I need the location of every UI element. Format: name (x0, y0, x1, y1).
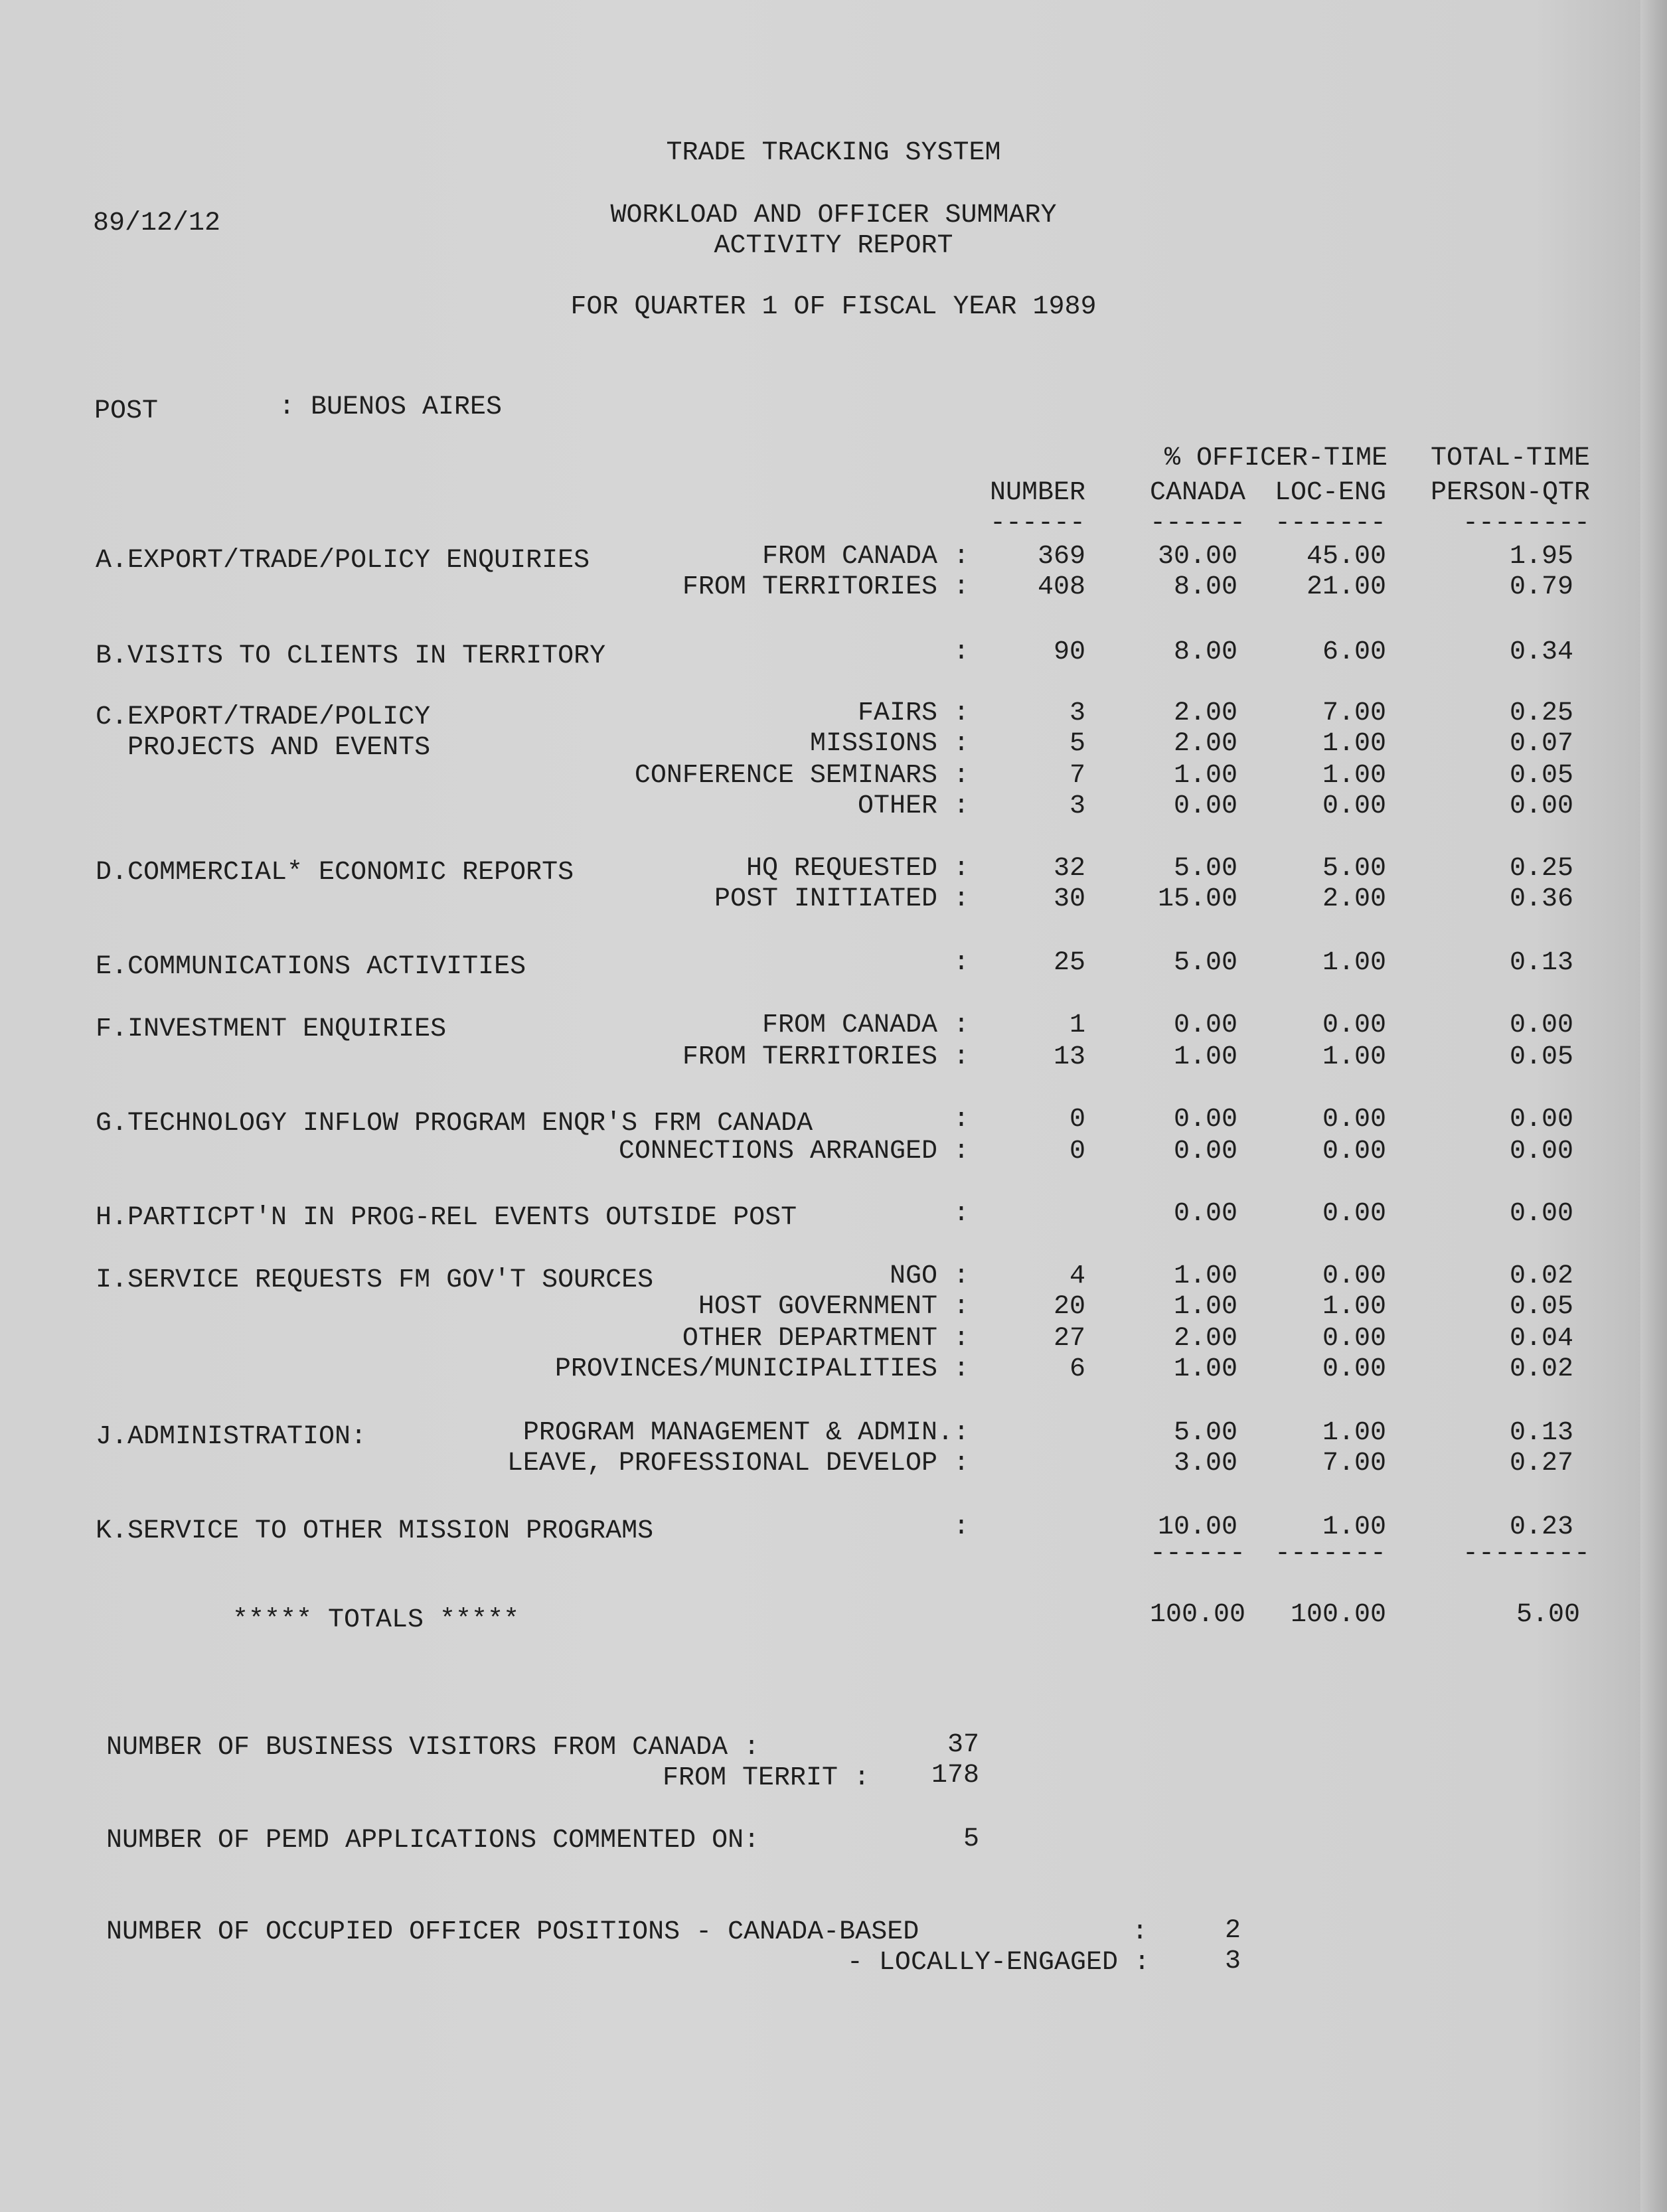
row-subcategory: MISSIONS : (809, 729, 969, 759)
row-subcategory: FROM CANADA : (761, 1010, 969, 1040)
row-number: 30 (1053, 884, 1085, 914)
post-label: POST (94, 396, 159, 426)
row-person-qtr: 0.25 (1509, 698, 1573, 728)
report-date: 89/12/12 (93, 208, 221, 238)
row-loc-eng-pct: 5.00 (1322, 854, 1386, 884)
row-subcategory: FROM TERRITORIES : (682, 1042, 969, 1072)
row-canada-pct: 0.00 (1173, 791, 1237, 821)
report-subtitle: ACTIVITY REPORT (714, 231, 953, 261)
row-category: B.VISITS TO CLIENTS IN TERRITORY (96, 641, 606, 671)
number-header: NUMBER (989, 478, 1085, 508)
row-subcategory: PROGRAM MANAGEMENT & ADMIN.: (522, 1418, 969, 1448)
row-category: D.COMMERCIAL* ECONOMIC REPORTS (96, 858, 574, 888)
row-subcategory: : (953, 637, 969, 667)
row-category: A.EXPORT/TRADE/POLICY ENQUIRIES (96, 546, 590, 576)
row-person-qtr: 0.23 (1509, 1512, 1573, 1542)
row-canada-pct: 0.00 (1173, 1105, 1237, 1135)
row-person-qtr: 0.02 (1509, 1354, 1573, 1384)
row-number: 3 (1069, 791, 1085, 821)
row-subcategory: OTHER DEPARTMENT : (682, 1324, 969, 1354)
row-category: H.PARTICPT'N IN PROG-REL EVENTS OUTSIDE POST (96, 1203, 797, 1233)
visitors-label: NUMBER OF BUSINESS VISITORS FROM CANADA : (106, 1733, 760, 1763)
row-person-qtr: 0.27 (1509, 1449, 1573, 1478)
row-loc-eng-pct: 7.00 (1322, 698, 1386, 728)
row-canada-pct: 2.00 (1173, 1324, 1237, 1354)
row-person-qtr: 0.05 (1509, 761, 1573, 791)
row-loc-eng-pct: 1.00 (1322, 948, 1386, 978)
row-loc-eng-pct: 0.00 (1322, 1137, 1386, 1166)
visitors-canada-value: 37 (947, 1730, 979, 1760)
row-number: 7 (1069, 761, 1085, 791)
row-loc-eng-pct: 2.00 (1322, 884, 1386, 914)
system-title: TRADE TRACKING SYSTEM (666, 138, 1001, 168)
pemd-value: 5 (963, 1824, 979, 1854)
row-loc-eng-pct: 0.00 (1322, 1199, 1386, 1229)
row-canada-pct: 2.00 (1173, 729, 1237, 759)
row-category: E.COMMUNICATIONS ACTIVITIES (96, 952, 526, 982)
row-person-qtr: 0.13 (1509, 948, 1573, 978)
row-category: I.SERVICE REQUESTS FM GOV'T SOURCES (96, 1265, 654, 1295)
visitors-territ-value: 178 (931, 1761, 979, 1790)
row-subcategory: CONFERENCE SEMINARS : (634, 761, 969, 791)
row-person-qtr: 0.07 (1509, 729, 1573, 759)
row-person-qtr: 0.02 (1509, 1261, 1573, 1291)
row-loc-eng-pct: 0.00 (1322, 1261, 1386, 1291)
row-number: 90 (1053, 637, 1085, 667)
row-canada-pct: 5.00 (1173, 948, 1237, 978)
row-loc-eng-pct: 0.00 (1322, 1354, 1386, 1384)
loc-eng-header: LOC-ENG (1274, 478, 1386, 508)
row-canada-pct: 1.00 (1173, 1292, 1237, 1322)
row-subcategory: HOST GOVERNMENT : (698, 1292, 969, 1322)
row-category: G.TECHNOLOGY INFLOW PROGRAM ENQR'S FRM CANADA (96, 1109, 813, 1139)
post-value: : BUENOS AIRES (279, 392, 503, 422)
row-loc-eng-pct: 1.00 (1322, 1418, 1386, 1448)
row-loc-eng-pct: 0.00 (1322, 1324, 1386, 1354)
row-category: F.INVESTMENT ENQUIRIES (96, 1014, 447, 1044)
row-loc-eng-pct: 1.00 (1322, 729, 1386, 759)
row-person-qtr: 0.13 (1509, 1418, 1573, 1448)
row-canada-pct: 5.00 (1173, 1418, 1237, 1448)
row-canada-pct: 0.00 (1173, 1010, 1237, 1040)
row-person-qtr: 0.36 (1509, 884, 1573, 914)
row-category: PROJECTS AND EVENTS (96, 733, 431, 763)
row-category: K.SERVICE TO OTHER MISSION PROGRAMS (96, 1516, 654, 1546)
row-number: 13 (1053, 1042, 1085, 1072)
row-canada-pct: 1.00 (1173, 761, 1237, 791)
row-loc-eng-pct: 6.00 (1322, 637, 1386, 667)
row-subcategory: FROM TERRITORIES : (682, 572, 969, 602)
person-qtr-underline: -------- (1462, 509, 1590, 538)
row-category: C.EXPORT/TRADE/POLICY (96, 702, 431, 732)
totals-person-qtr: 5.00 (1516, 1600, 1580, 1630)
report-title: WORKLOAD AND OFFICER SUMMARY (610, 200, 1057, 230)
row-loc-eng-pct: 45.00 (1306, 542, 1386, 572)
row-loc-eng-pct: 1.00 (1322, 761, 1386, 791)
row-number: 0 (1069, 1137, 1085, 1166)
row-loc-eng-pct: 0.00 (1322, 791, 1386, 821)
row-loc-eng-pct: 21.00 (1306, 572, 1386, 602)
canada-underline: ------ (1149, 509, 1245, 538)
row-number: 369 (1037, 542, 1085, 572)
positions-local-value: 3 (1225, 1946, 1241, 1976)
row-subcategory: : (953, 1512, 969, 1542)
visitors-territ-label: FROM TERRIT : (662, 1763, 870, 1793)
loc-eng-underline: ------- (1274, 509, 1386, 538)
row-person-qtr: 0.00 (1509, 791, 1573, 821)
row-subcategory: : (953, 948, 969, 978)
row-subcategory: PROVINCES/MUNICIPALITIES : (554, 1354, 969, 1384)
row-loc-eng-pct: 7.00 (1322, 1449, 1386, 1478)
row-number: 20 (1053, 1292, 1085, 1322)
row-person-qtr: 0.05 (1509, 1292, 1573, 1322)
row-number: 0 (1069, 1105, 1085, 1135)
totals-rule-loceng: ------- (1274, 1539, 1386, 1569)
row-person-qtr: 0.00 (1509, 1199, 1573, 1229)
positions-colon: : (1132, 1917, 1149, 1947)
totals-rule-canada: ------ (1149, 1539, 1245, 1569)
row-number: 5 (1069, 729, 1085, 759)
row-number: 3 (1069, 698, 1085, 728)
row-person-qtr: 0.79 (1509, 572, 1573, 602)
canada-header: CANADA (1149, 478, 1245, 508)
row-canada-pct: 8.00 (1173, 572, 1237, 602)
person-qtr-header: PERSON-QTR (1430, 478, 1590, 508)
row-number: 25 (1053, 948, 1085, 978)
row-category: J.ADMINISTRATION: (96, 1422, 367, 1452)
row-subcategory: NGO : (889, 1261, 969, 1291)
row-subcategory: : (953, 1105, 969, 1135)
row-canada-pct: 8.00 (1173, 637, 1237, 667)
row-subcategory: HQ REQUESTED : (746, 854, 969, 884)
row-subcategory: FAIRS : (857, 698, 969, 728)
row-person-qtr: 0.00 (1509, 1105, 1573, 1135)
row-person-qtr: 1.95 (1509, 542, 1573, 572)
row-loc-eng-pct: 1.00 (1322, 1042, 1386, 1072)
row-subcategory: : (953, 1199, 969, 1229)
officer-time-header: % OFFICER-TIME (1164, 443, 1388, 473)
row-canada-pct: 5.00 (1173, 854, 1237, 884)
row-canada-pct: 1.00 (1173, 1354, 1237, 1384)
row-number: 27 (1053, 1324, 1085, 1354)
row-number: 4 (1069, 1261, 1085, 1291)
row-person-qtr: 0.34 (1509, 637, 1573, 667)
totals-rule-personqtr: -------- (1462, 1539, 1590, 1569)
page-edge-shadow (1640, 0, 1667, 2212)
row-subcategory: LEAVE, PROFESSIONAL DEVELOP : (507, 1449, 969, 1478)
row-canada-pct: 1.00 (1173, 1261, 1237, 1291)
totals-canada: 100.00 (1149, 1600, 1245, 1630)
row-person-qtr: 0.05 (1509, 1042, 1573, 1072)
row-subcategory: FROM CANADA : (761, 542, 969, 572)
row-loc-eng-pct: 1.00 (1322, 1512, 1386, 1542)
row-canada-pct: 2.00 (1173, 698, 1237, 728)
totals-loc-eng: 100.00 (1290, 1600, 1386, 1630)
row-number: 6 (1069, 1354, 1085, 1384)
row-loc-eng-pct: 0.00 (1322, 1010, 1386, 1040)
positions-label: NUMBER OF OCCUPIED OFFICER POSITIONS - CANADA-BASED (106, 1917, 919, 1947)
row-person-qtr: 0.00 (1509, 1137, 1573, 1166)
row-number: 408 (1037, 572, 1085, 602)
row-number: 1 (1069, 1010, 1085, 1040)
report-period: FOR QUARTER 1 OF FISCAL YEAR 1989 (570, 292, 1097, 322)
positions-local-label: - LOCALLY-ENGAGED : (846, 1948, 1150, 1978)
row-subcategory: CONNECTIONS ARRANGED : (618, 1137, 969, 1166)
row-person-qtr: 0.25 (1509, 854, 1573, 884)
row-subcategory: OTHER : (857, 791, 969, 821)
number-underline: ------ (989, 509, 1085, 538)
row-canada-pct: 10.00 (1157, 1512, 1237, 1542)
row-number: 32 (1053, 854, 1085, 884)
row-canada-pct: 0.00 (1173, 1137, 1237, 1166)
row-canada-pct: 3.00 (1173, 1449, 1237, 1478)
positions-canada-value: 2 (1225, 1916, 1241, 1946)
total-time-header: TOTAL-TIME (1430, 443, 1590, 473)
pemd-label: NUMBER OF PEMD APPLICATIONS COMMENTED ON: (106, 1826, 760, 1856)
row-canada-pct: 15.00 (1157, 884, 1237, 914)
row-canada-pct: 0.00 (1173, 1199, 1237, 1229)
row-person-qtr: 0.04 (1509, 1324, 1573, 1354)
totals-label: ***** TOTALS ***** (232, 1605, 520, 1635)
row-canada-pct: 1.00 (1173, 1042, 1237, 1072)
row-loc-eng-pct: 1.00 (1322, 1292, 1386, 1322)
row-subcategory: POST INITIATED : (714, 884, 969, 914)
row-loc-eng-pct: 0.00 (1322, 1105, 1386, 1135)
row-canada-pct: 30.00 (1157, 542, 1237, 572)
row-person-qtr: 0.00 (1509, 1010, 1573, 1040)
